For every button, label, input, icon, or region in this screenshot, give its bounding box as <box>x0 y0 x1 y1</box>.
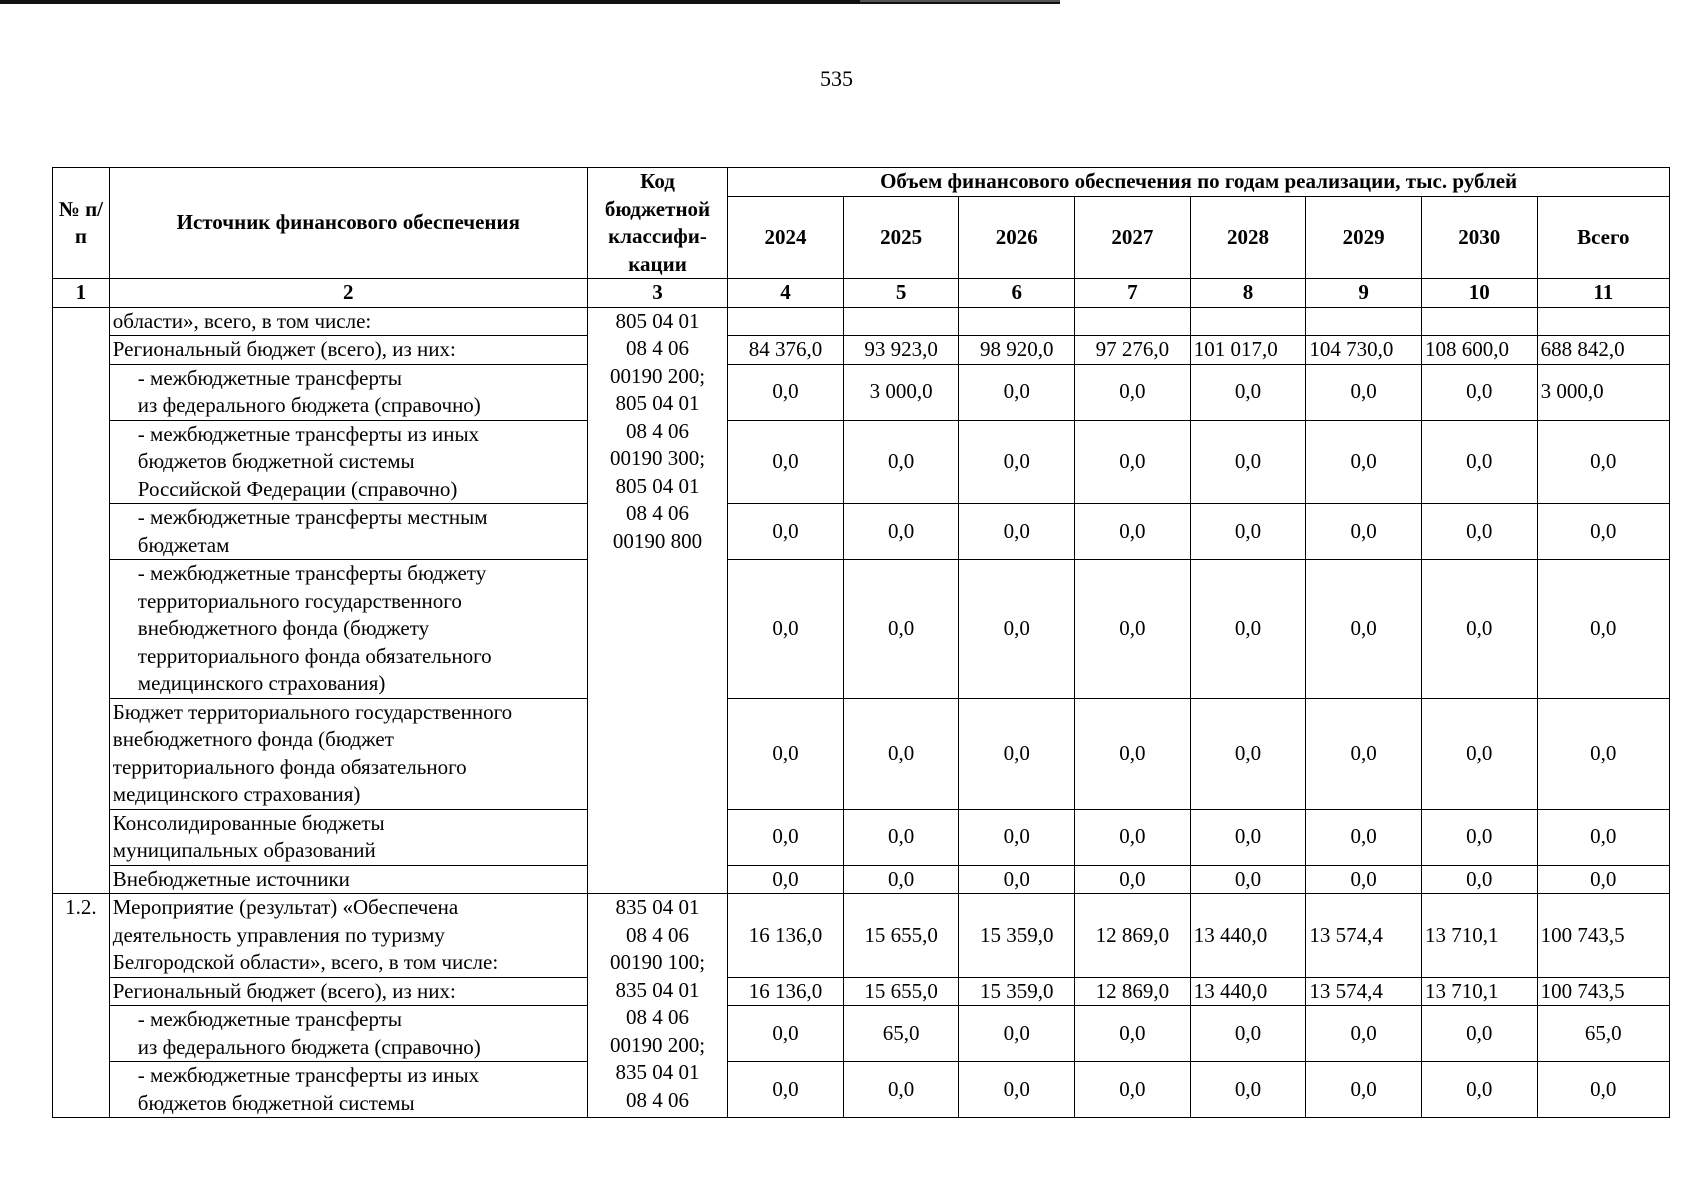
column-index: 4 <box>728 279 844 308</box>
value-cell: 0,0 <box>1306 420 1422 504</box>
text-line: Бюджет территориального государственного <box>112 699 513 724</box>
value-cell: 0,0 <box>728 698 844 809</box>
header-year: 2030 <box>1421 196 1537 278</box>
source-label-cell <box>109 698 587 809</box>
value-cell: 0,0 <box>728 504 844 560</box>
value-cell: 0,0 <box>1306 1006 1422 1062</box>
value-cell: 0,0 <box>959 420 1075 504</box>
text-line: деятельность управления по туризму <box>112 922 445 947</box>
column-index: 6 <box>959 279 1075 308</box>
value-cell: 100 743,5 <box>1537 977 1669 1006</box>
table-row <box>53 336 1670 365</box>
value-cell: 13 440,0 <box>1190 894 1306 978</box>
header-year: 2029 <box>1306 196 1422 278</box>
value-cell: 0,0 <box>1537 698 1669 809</box>
value-cell: 0,0 <box>1075 698 1191 809</box>
text-line: внебюджетного фонда (бюджет <box>112 727 394 751</box>
header-year: Всего <box>1537 196 1669 278</box>
value-cell <box>1537 307 1669 336</box>
text-line: внебюджетного фонда (бюджету <box>137 616 430 640</box>
value-cell: 0,0 <box>959 1006 1075 1062</box>
column-index: 3 <box>587 279 727 308</box>
value-cell: 15 655,0 <box>843 977 959 1006</box>
table-row <box>53 698 1670 809</box>
value-cell: 0,0 <box>1075 364 1191 420</box>
scan-border-line-secondary <box>860 0 1060 2</box>
value-cell: 0,0 <box>1190 560 1306 699</box>
value-cell: 0,0 <box>1537 1062 1669 1118</box>
value-cell: 0,0 <box>1421 364 1537 420</box>
value-cell: 0,0 <box>1190 420 1306 504</box>
source-label-cell <box>109 336 587 365</box>
header-code: Код бюджетной классифи-кации <box>587 168 727 279</box>
value-cell: 0,0 <box>1421 560 1537 699</box>
value-cell: 16 136,0 <box>728 977 844 1006</box>
text-line: территориального фонда обязательного <box>137 643 492 668</box>
budget-code-cell <box>587 894 727 1118</box>
text-line: Региональный бюджет (всего), из них: <box>112 978 456 1003</box>
value-cell: 100 743,5 <box>1537 894 1669 978</box>
text-line: - межбюджетные трансферты бюджету <box>137 561 487 585</box>
table-row <box>53 1006 1670 1062</box>
text-line: 835 04 01 <box>615 1060 700 1084</box>
table-row <box>53 809 1670 865</box>
page-number: 535 <box>820 66 853 91</box>
value-cell: 0,0 <box>1306 865 1422 894</box>
value-cell: 65,0 <box>843 1006 959 1062</box>
text-line: 00190 100; <box>609 950 706 974</box>
value-cell: 0,0 <box>1306 809 1422 865</box>
text-line: территориального фонда обязательного <box>112 754 467 779</box>
value-cell <box>843 307 959 336</box>
value-cell <box>1075 307 1191 336</box>
text-line: 805 04 01 <box>615 308 700 333</box>
value-cell: 0,0 <box>1190 865 1306 894</box>
value-cell: 0,0 <box>959 1062 1075 1118</box>
value-cell: 0,0 <box>728 420 844 504</box>
table-row <box>53 307 1670 336</box>
text-line: 00190 800 <box>612 528 703 553</box>
value-cell: 15 359,0 <box>959 977 1075 1006</box>
value-cell: 97 276,0 <box>1075 336 1191 365</box>
text-line: муниципальных образований <box>112 838 376 862</box>
source-label-cell <box>109 977 587 1006</box>
text-line: Региональный бюджет (всего), из них: <box>112 337 456 361</box>
value-cell: 0,0 <box>1306 364 1422 420</box>
table-row <box>53 865 1670 894</box>
text-line: Белгородской области», всего, в том числе: <box>112 950 499 974</box>
value-cell: 0,0 <box>1421 865 1537 894</box>
text-line: - межбюджетные трансферты из иных <box>137 421 480 446</box>
text-line: Российской Федерации (справочно) <box>137 476 458 501</box>
value-cell: 0,0 <box>1075 504 1191 560</box>
value-cell: 0,0 <box>1537 865 1669 894</box>
value-cell: 0,0 <box>728 1006 844 1062</box>
value-cell: 0,0 <box>1190 809 1306 865</box>
value-cell: 0,0 <box>1190 1062 1306 1118</box>
table-row <box>53 977 1670 1006</box>
text-line: 805 04 01 <box>615 473 700 498</box>
value-cell: 0,0 <box>1306 560 1422 699</box>
value-cell: 0,0 <box>1421 1062 1537 1118</box>
value-cell: 0,0 <box>1075 1006 1191 1062</box>
text-line: Внебюджетные источники <box>112 866 350 891</box>
column-index: 10 <box>1421 279 1537 308</box>
text-line: бюджетов бюджетной системы <box>137 449 415 473</box>
header-year: 2024 <box>728 196 844 278</box>
value-cell: 0,0 <box>843 504 959 560</box>
value-cell: 0,0 <box>728 364 844 420</box>
text-line: 08 4 06 <box>626 418 690 443</box>
value-cell: 0,0 <box>1306 698 1422 809</box>
text-line: медицинского страхования) <box>112 782 361 806</box>
header-source: Источник финансового обеспечения <box>109 168 587 279</box>
source-label-cell <box>109 504 587 560</box>
value-cell: 0,0 <box>1537 420 1669 504</box>
value-cell: 0,0 <box>1421 698 1537 809</box>
value-cell: 98 920,0 <box>959 336 1075 365</box>
value-cell: 0,0 <box>1190 698 1306 809</box>
text-line: из федерального бюджета (справочно) <box>137 393 481 417</box>
source-label-cell <box>109 894 587 978</box>
value-cell: 0,0 <box>1075 420 1191 504</box>
text-line: 00190 200; <box>609 1032 706 1057</box>
source-label-cell <box>109 865 587 894</box>
budget-code-cell <box>587 307 727 894</box>
text-line: 835 04 01 <box>615 977 700 1002</box>
value-cell: 93 923,0 <box>843 336 959 365</box>
column-index: 2 <box>109 279 587 308</box>
value-cell: 13 574,4 <box>1306 894 1422 978</box>
column-index: 5 <box>843 279 959 308</box>
value-cell: 0,0 <box>843 560 959 699</box>
value-cell: 13 710,1 <box>1421 977 1537 1006</box>
text-line: - межбюджетные трансферты <box>137 365 403 390</box>
value-cell: 0,0 <box>1190 504 1306 560</box>
value-cell: 65,0 <box>1537 1006 1669 1062</box>
text-line: 08 4 06 <box>626 1087 690 1112</box>
row-number-cell <box>53 307 110 894</box>
value-cell: 108 600,0 <box>1421 336 1537 365</box>
value-cell: 0,0 <box>959 364 1075 420</box>
source-label-cell <box>109 1006 587 1062</box>
value-cell: 0,0 <box>1537 504 1669 560</box>
text-line: области», всего, в том числе: <box>112 308 372 333</box>
source-label-cell <box>109 1062 587 1118</box>
value-cell <box>728 307 844 336</box>
value-cell: 13 710,1 <box>1421 894 1537 978</box>
text-line: медицинского страхования) <box>137 671 386 695</box>
column-index: 8 <box>1190 279 1306 308</box>
source-label-cell <box>109 307 587 336</box>
value-cell: 0,0 <box>1075 560 1191 699</box>
value-cell: 688 842,0 <box>1537 336 1669 365</box>
column-index: 1 <box>53 279 110 308</box>
value-cell: 0,0 <box>1421 504 1537 560</box>
value-cell: 0,0 <box>959 504 1075 560</box>
value-cell: 104 730,0 <box>1306 336 1422 365</box>
text-line: 08 4 06 <box>626 1005 690 1029</box>
value-cell: 0,0 <box>959 865 1075 894</box>
source-label-cell <box>109 560 587 699</box>
header-year: 2028 <box>1190 196 1306 278</box>
value-cell <box>959 307 1075 336</box>
value-cell: 12 869,0 <box>1075 977 1191 1006</box>
text-line: 08 4 06 <box>626 501 690 525</box>
table-row <box>53 894 1670 978</box>
value-cell: 13 574,4 <box>1306 977 1422 1006</box>
value-cell: 0,0 <box>1306 504 1422 560</box>
value-cell: 0,0 <box>1537 560 1669 699</box>
value-cell: 0,0 <box>843 698 959 809</box>
header-year: 2025 <box>843 196 959 278</box>
column-index: 11 <box>1537 279 1669 308</box>
text-line: территориального государственного <box>137 588 462 613</box>
table-row <box>53 364 1670 420</box>
text-line: - межбюджетные трансферты <box>137 1007 403 1031</box>
header-year: 2027 <box>1075 196 1191 278</box>
column-index: 7 <box>1075 279 1191 308</box>
table-row <box>53 504 1670 560</box>
source-label-cell <box>109 420 587 504</box>
value-cell: 0,0 <box>728 865 844 894</box>
row-number-cell: 1.2. <box>53 894 110 1118</box>
value-cell: 0,0 <box>728 809 844 865</box>
value-cell: 84 376,0 <box>728 336 844 365</box>
source-label-cell <box>109 364 587 420</box>
value-cell: 15 359,0 <box>959 894 1075 978</box>
value-cell: 0,0 <box>728 1062 844 1118</box>
value-cell: 0,0 <box>1421 420 1537 504</box>
value-cell: 0,0 <box>1190 364 1306 420</box>
column-index: 9 <box>1306 279 1422 308</box>
value-cell: 0,0 <box>1190 1006 1306 1062</box>
table-row <box>53 420 1670 504</box>
text-line: из федерального бюджета (справочно) <box>137 1034 481 1059</box>
value-cell: 0,0 <box>843 1062 959 1118</box>
value-cell <box>1190 307 1306 336</box>
value-cell: 0,0 <box>959 809 1075 865</box>
value-cell: 0,0 <box>843 420 959 504</box>
value-cell: 16 136,0 <box>728 894 844 978</box>
value-cell: 0,0 <box>959 698 1075 809</box>
source-label-cell <box>109 809 587 865</box>
text-line: Мероприятие (результат) «Обеспечена <box>112 895 459 919</box>
value-cell: 0,0 <box>843 809 959 865</box>
header-number: № п/п <box>53 168 110 279</box>
header-volume: Объем финансового обеспечения по годам реализации, тыс. рублей <box>728 168 1670 197</box>
value-cell: 0,0 <box>1075 1062 1191 1118</box>
value-cell: 0,0 <box>1421 809 1537 865</box>
table-row <box>53 560 1670 699</box>
value-cell: 0,0 <box>1537 809 1669 865</box>
value-cell: 13 440,0 <box>1190 977 1306 1006</box>
value-cell: 15 655,0 <box>843 894 959 978</box>
text-line: Консолидированные бюджеты <box>112 810 385 835</box>
value-cell: 0,0 <box>1306 1062 1422 1118</box>
text-line: 00190 200; <box>609 363 706 388</box>
table-row <box>53 1062 1670 1118</box>
text-line: бюджетов бюджетной системы <box>137 1090 415 1115</box>
text-line: - межбюджетные трансферты из иных <box>137 1063 480 1087</box>
text-line: 08 4 06 <box>626 922 690 947</box>
value-cell: 3 000,0 <box>843 364 959 420</box>
value-cell: 0,0 <box>1075 809 1191 865</box>
value-cell: 0,0 <box>1075 865 1191 894</box>
value-cell: 0,0 <box>843 865 959 894</box>
text-line: 00190 300; <box>609 446 706 470</box>
financing-table <box>52 167 1670 1118</box>
value-cell: 3 000,0 <box>1537 364 1669 420</box>
header-year: 2026 <box>959 196 1075 278</box>
text-line: 08 4 06 <box>626 336 690 360</box>
value-cell: 0,0 <box>1421 1006 1537 1062</box>
value-cell: 12 869,0 <box>1075 894 1191 978</box>
value-cell: 0,0 <box>959 560 1075 699</box>
text-line: 805 04 01 <box>615 391 700 415</box>
text-line: бюджетам <box>137 532 230 557</box>
value-cell <box>1421 307 1537 336</box>
value-cell: 101 017,0 <box>1190 336 1306 365</box>
value-cell <box>1306 307 1422 336</box>
text-line: 835 04 01 <box>615 895 700 919</box>
text-line: - межбюджетные трансферты местным <box>137 505 488 529</box>
value-cell: 0,0 <box>728 560 844 699</box>
